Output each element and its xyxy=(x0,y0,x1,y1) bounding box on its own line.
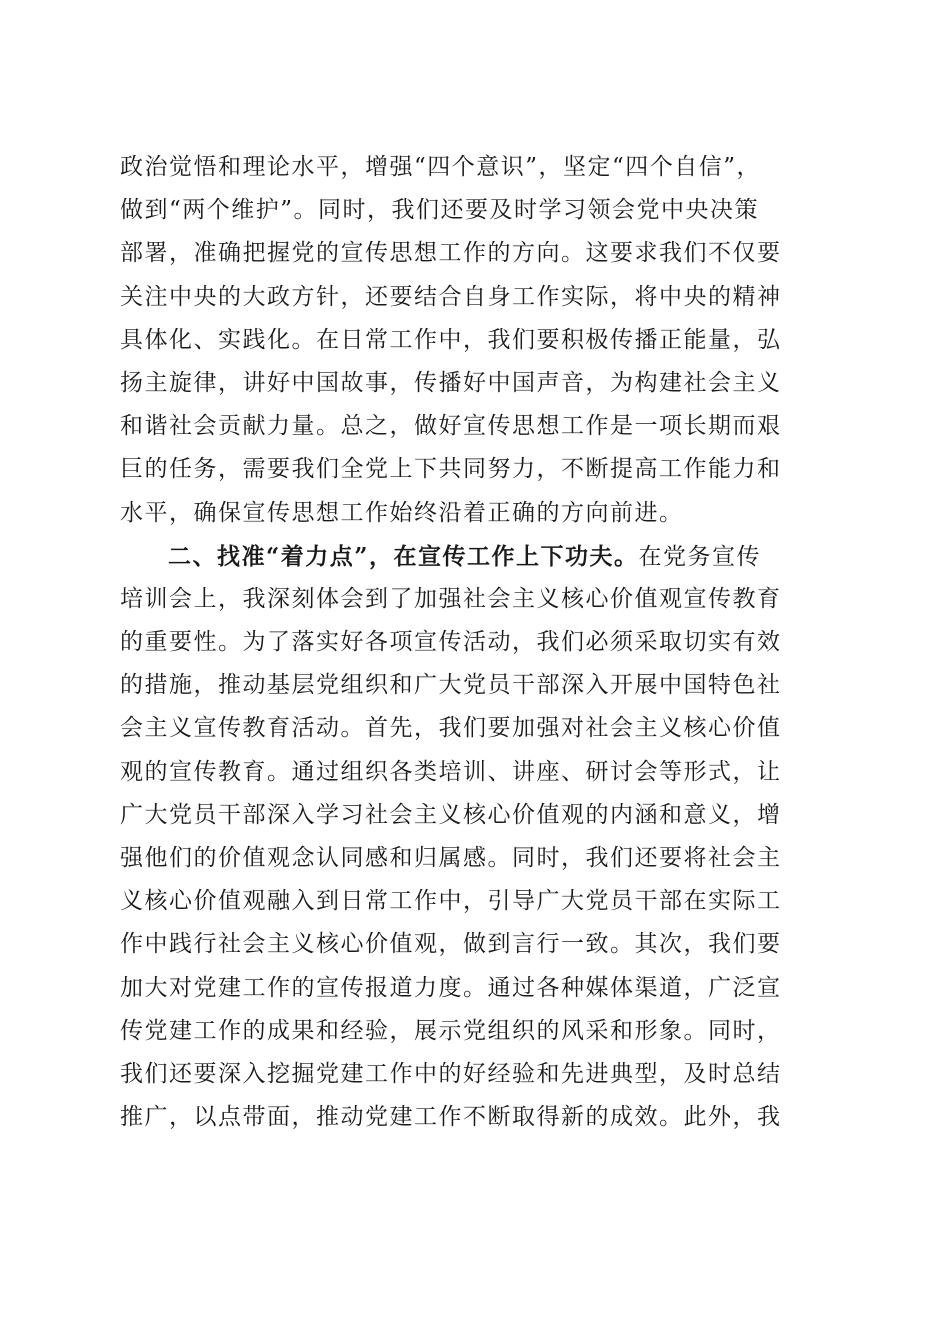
paragraph-2 xyxy=(120,535,832,1140)
text-line: 加大对党建工作的宣传报道力度。通过各种媒体渠道，广泛宣 xyxy=(120,974,782,1001)
text-line: 巨的任务，需要我们全党上下共同努力，不断提高工作能力和 xyxy=(120,456,782,483)
text-line: 会主义宣传教育活动。首先，我们要加强对社会主义核心价值 xyxy=(120,715,782,742)
text-line: 关注中央的大政方针，还要结合自身工作实际，将中央的精神 xyxy=(120,283,782,310)
text-line: 我们还要深入挖掘党建工作中的好经验和先进典型，及时总结 xyxy=(120,1060,782,1087)
text-line: 作中践行社会主义核心价值观，做到言行一致。其次，我们要 xyxy=(120,931,782,958)
text-line: 二、找准“着力点”，在宣传工作上下功夫。在党务宣传 xyxy=(168,542,761,570)
text-line: 推广，以点带面，推动党建工作不断取得新的成效。此外，我 xyxy=(120,1104,782,1131)
document-body xyxy=(120,146,832,1139)
text-line: 政治觉悟和理论水平，增强“四个意识”，坚定“四个自信”， xyxy=(120,154,762,180)
text-line: 部署，准确把握党的宣传思想工作的方向。这要求我们不仅要 xyxy=(120,240,782,267)
text-line: 广大党员干部深入学习社会主义核心价值观的内涵和意义，增 xyxy=(120,801,782,828)
text-line: 观的宣传教育。通过组织各类培训、讲座、研讨会等形式，让 xyxy=(120,758,782,785)
text-line: 培训会上，我深刻体会到了加强社会主义核心价值观宣传教育 xyxy=(120,585,782,612)
section-heading: 二、找准“着力点”，在宣传工作上下功夫。 xyxy=(168,542,639,570)
text-line: 强他们的价值观念认同感和归属感。同时，我们还要将社会主 xyxy=(120,845,782,871)
text-line: 做到“两个维护”。同时，我们还要及时学习领会党中央决策 xyxy=(120,197,760,224)
text-line: 传党建工作的成果和经验，展示党组织的风采和形象。同时， xyxy=(120,1017,782,1044)
text-line: 的重要性。为了落实好各项宣传活动，我们必须采取切实有效 xyxy=(120,629,782,656)
text-line: 水平，确保宣传思想工作始终沿着正确的方向前进。 xyxy=(120,499,684,526)
text-line: 具体化、实践化。在日常工作中，我们要积极传播正能量，弘 xyxy=(120,326,782,353)
text-line: 扬主旋律，讲好中国故事，传播好中国声音，为构建社会主义 xyxy=(120,369,782,396)
text-line: 义核心价值观融入到日常工作中，引导广大党员干部在实际工 xyxy=(120,888,782,915)
text-line: 的措施，推动基层党组织和广大党员干部深入开展中国特色社 xyxy=(120,672,782,699)
paragraph-1 xyxy=(120,146,832,535)
text-line: 和谐社会贡献力量。总之，做好宣传思想工作是一项长期而艰 xyxy=(120,413,782,440)
